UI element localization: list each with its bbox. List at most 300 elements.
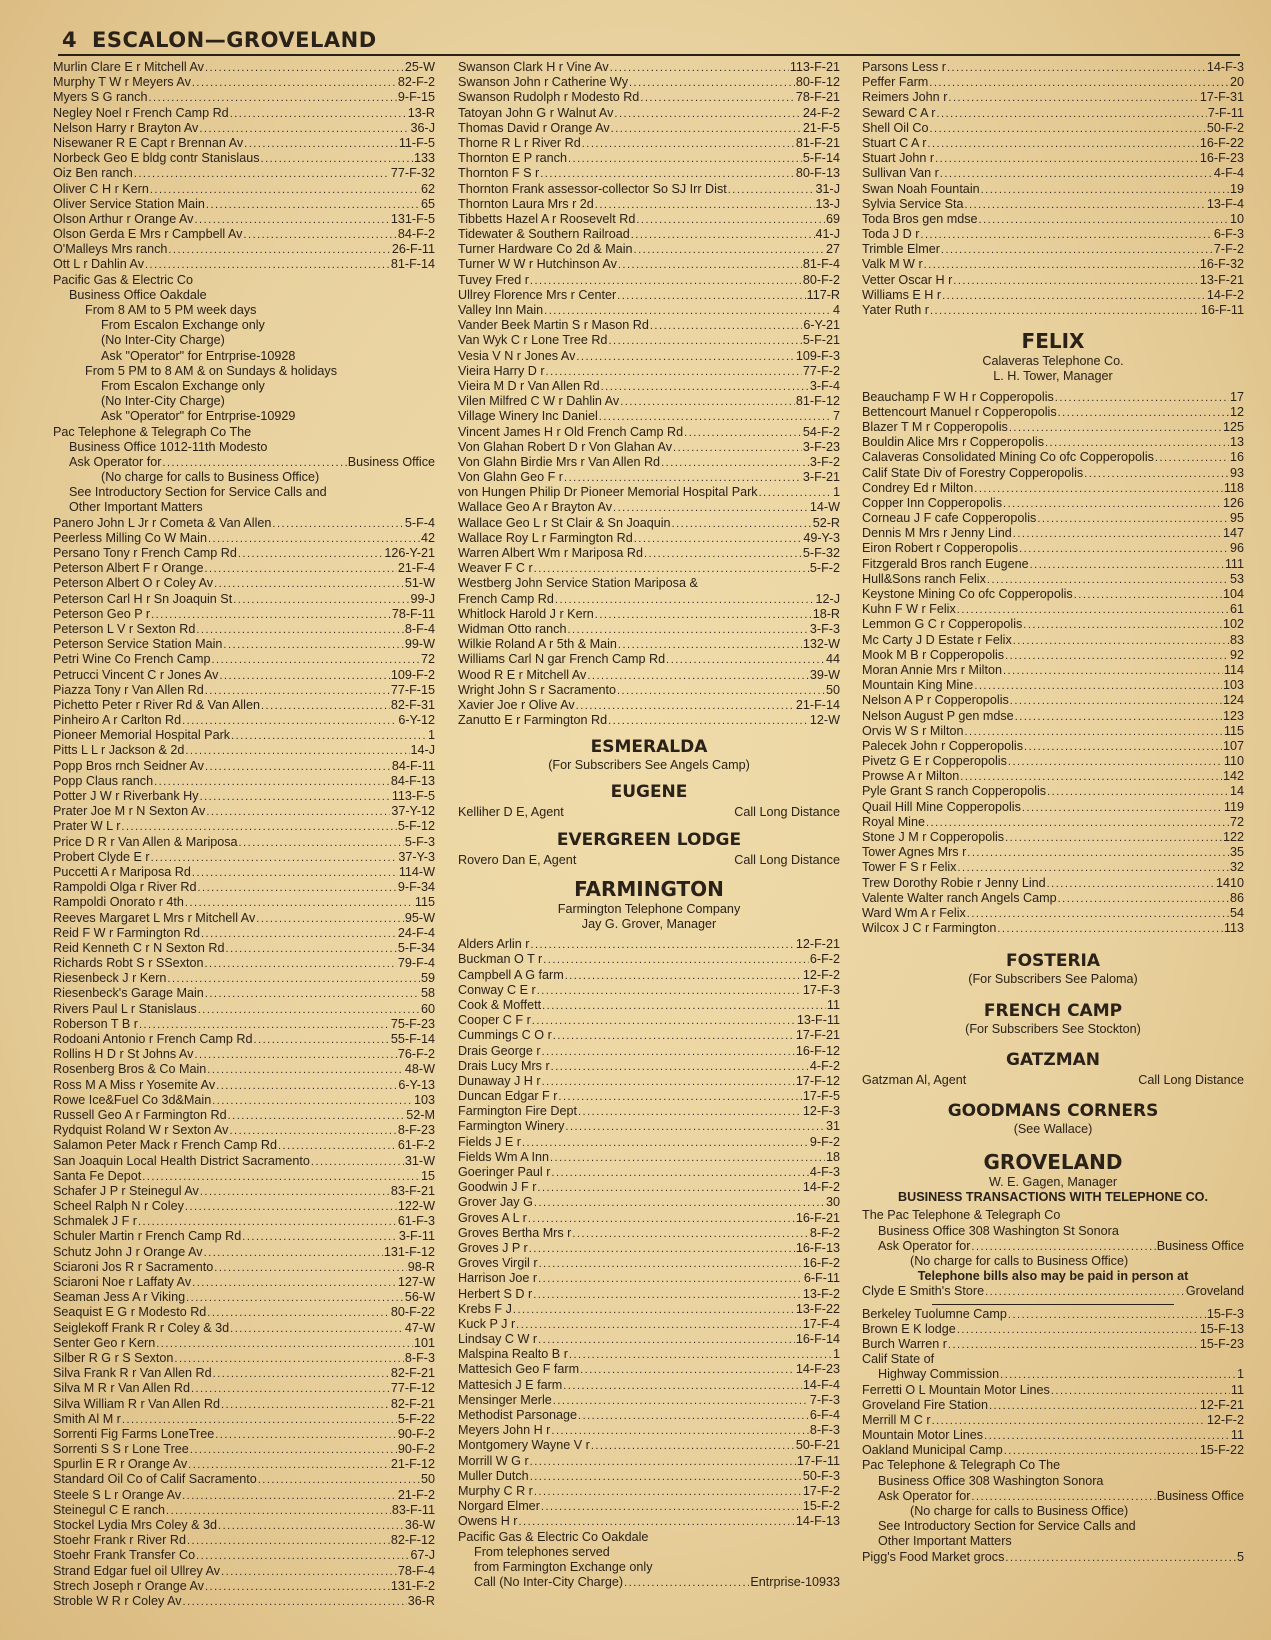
- listing-name: Lemmon G C r Copperopolis: [862, 617, 1023, 632]
- leader-dots: [558, 1090, 802, 1104]
- listing-row: [458, 273, 840, 288]
- listing-row: [458, 151, 840, 166]
- listing-row: [458, 318, 840, 333]
- listing-number: 82-F-12: [390, 1533, 435, 1548]
- listing-row: [862, 557, 1244, 572]
- listing-name: Peterson L V r Sexton Rd: [53, 621, 196, 636]
- listing-row: [458, 242, 840, 257]
- listing-row: [53, 895, 435, 910]
- leader-dots: [537, 984, 802, 998]
- listing-name: Stoehr Frank Transfer Co: [53, 1548, 196, 1563]
- listing-row: [458, 1362, 840, 1377]
- listing-row: [458, 592, 840, 607]
- listing-row: [53, 166, 435, 181]
- listing-row: [458, 485, 840, 500]
- leader-dots: [948, 91, 1199, 105]
- listing-row: [458, 1378, 840, 1393]
- leader-dots: [614, 107, 802, 121]
- listing-row: [458, 1241, 840, 1256]
- listing-number: 14-F-2: [802, 1180, 840, 1195]
- listing-name: Murlin Clare E r Mitchell Av: [53, 60, 204, 74]
- leader-dots: [1008, 1308, 1206, 1322]
- listing-name: Vander Beek Martin S r Mason Rd: [458, 318, 649, 333]
- listing-name: Orvis W S r Milton: [862, 723, 964, 738]
- listing-name: Prowse A r Milton: [862, 769, 960, 784]
- listing-row: [53, 273, 435, 288]
- listing-name: Alders Arlin r: [458, 937, 530, 952]
- listing-name: Myers S G ranch: [53, 90, 148, 105]
- leader-dots: [544, 304, 832, 318]
- listing-number: 1: [832, 1347, 840, 1362]
- leader-dots: [186, 1291, 404, 1305]
- listing-row: [458, 90, 840, 105]
- leader-dots: [154, 775, 390, 789]
- listing-number: 17-F-21: [795, 1028, 840, 1043]
- leader-dots: [1155, 451, 1229, 465]
- leader-dots: [617, 289, 805, 303]
- listing-row: [458, 455, 840, 470]
- listing-name: Spurlin E R r Orange Av: [53, 1457, 188, 1472]
- section-note: (See Wallace): [1013, 1121, 1093, 1136]
- listing-row: [53, 60, 435, 75]
- leader-dots: [243, 228, 396, 242]
- listing-number: 95-W: [404, 910, 435, 925]
- leader-dots: [673, 441, 802, 455]
- listing-number: 8-F-2: [809, 1225, 840, 1240]
- listing-name: Peterson Albert O r Coley Av: [53, 576, 214, 591]
- listing-row: [862, 75, 1244, 90]
- listing-row: [53, 850, 435, 865]
- listing-name: Groveland Fire Station: [862, 1397, 988, 1412]
- listing-name: Seaquist E G r Modesto Rd: [53, 1305, 207, 1320]
- listing-number: 95: [1229, 511, 1244, 526]
- listing-name: From 5 PM to 8 AM & on Sundays & holidays: [85, 363, 337, 378]
- leader-dots: [920, 228, 1213, 242]
- leader-dots: [230, 107, 407, 121]
- listing-row: [458, 683, 840, 698]
- listing-number: 24-F-4: [397, 925, 435, 940]
- listing-number: 102: [1222, 617, 1244, 632]
- listing-name: Cummings C O r: [458, 1028, 552, 1043]
- listing-name: Pichetto Peter r River Rd & Van Allen: [53, 697, 260, 712]
- leader-dots: [196, 1549, 409, 1563]
- listing-number: 37-Y-3: [398, 849, 435, 864]
- listing-row: [53, 789, 435, 804]
- listing-name: Muller Dutch: [458, 1468, 529, 1483]
- listing-number: 17-F-11: [796, 1453, 840, 1468]
- leader-dots: [537, 1181, 802, 1195]
- listing-row: [53, 1548, 435, 1563]
- listing-number: 3-F-21: [802, 470, 840, 485]
- listing-name: Stuart C A r: [862, 135, 927, 150]
- listing-number: 36-J: [410, 120, 435, 135]
- leader-dots: [239, 836, 404, 850]
- leader-dots: [196, 623, 404, 637]
- listing-name: Merrill M C r: [862, 1412, 931, 1427]
- listing-number: 7-F-3: [809, 1392, 840, 1407]
- listing-row: [53, 759, 435, 774]
- listing-row: [862, 663, 1244, 678]
- listing-row: [458, 394, 840, 409]
- listing-name: Silva William R r Van Allen Rd: [53, 1396, 221, 1411]
- listing-row: [458, 1211, 840, 1226]
- listing-number: 13: [1229, 435, 1244, 450]
- section-heading-farmington: FARMINGTON: [574, 876, 724, 901]
- section-heading-goodmans-corners: GOODMANS CORNERS: [947, 1100, 1159, 1121]
- listing-row: [458, 1089, 840, 1104]
- listing-row: [53, 911, 435, 926]
- listing-number: 7: [832, 409, 840, 424]
- listing-number: 3-F-11: [398, 1229, 435, 1244]
- listing-number: 31-W: [404, 1153, 435, 1168]
- listing-number: 80-F-12: [795, 75, 840, 90]
- listing-name: Lindsay C W r: [458, 1332, 538, 1347]
- leader-dots: [216, 1079, 397, 1093]
- listing-row: [458, 409, 840, 424]
- listing-name: Hull&Sons ranch Felix: [862, 571, 986, 586]
- listing-number: 53: [1229, 571, 1244, 586]
- listing-name: Burch Warren r: [862, 1336, 947, 1351]
- leader-dots: [957, 861, 1229, 875]
- listing-number: 7-F-2: [1213, 242, 1244, 257]
- listing-name: Grover Jay G: [458, 1195, 533, 1210]
- listing-row: [458, 1438, 840, 1453]
- leader-dots: [650, 319, 802, 333]
- leader-dots: [261, 699, 390, 713]
- listing-name: Bouldin Alice Mrs r Copperopolis: [862, 435, 1044, 450]
- listing-row: [862, 435, 1244, 450]
- listing-row: [458, 983, 840, 998]
- leader-dots: [256, 912, 404, 926]
- section-heading-gatzman: GATZMAN: [1005, 1049, 1100, 1070]
- listing-name: See Introductory Section for Service Calls and: [878, 1519, 1136, 1534]
- listing-number: 103: [1222, 678, 1244, 693]
- leader-dots: [930, 122, 1206, 136]
- leader-dots: [1023, 618, 1222, 632]
- listing-row: [862, 405, 1244, 420]
- listing-row: [53, 288, 435, 303]
- listing-number: 131-F-2: [390, 1578, 435, 1593]
- listing-name: Tower F S r Felix: [862, 860, 957, 875]
- listing-row: [458, 1104, 840, 1119]
- listing-name: Tidewater & Southern Railroad: [458, 227, 630, 242]
- leader-dots: [542, 1045, 795, 1059]
- listing-row: [862, 1352, 1244, 1367]
- leader-dots: [618, 638, 802, 652]
- listing-row: [53, 394, 435, 409]
- listing-name: Von Glahn Geo F r: [458, 470, 564, 485]
- leader-dots: [624, 1576, 749, 1590]
- listing-name: Williams E H r: [862, 287, 942, 302]
- leader-dots: [550, 1151, 825, 1165]
- listing-number: 17-F-3: [802, 982, 840, 997]
- leader-dots: [190, 1443, 397, 1457]
- listing-number: 36-R: [407, 1593, 435, 1608]
- leader-dots: [200, 1185, 390, 1199]
- listing-name: Valley Inn Main: [458, 303, 544, 317]
- listing-row: [458, 1256, 840, 1271]
- listing-row: [862, 182, 1244, 197]
- listing-row: [862, 212, 1244, 227]
- listing-row: [862, 227, 1244, 242]
- leader-dots: [1005, 1551, 1236, 1565]
- listing-row: [862, 617, 1244, 632]
- listing-number: 103: [413, 1092, 435, 1107]
- leader-dots: [1013, 634, 1229, 648]
- listing-name: Business Office 308 Washington Sonora: [878, 1473, 1104, 1488]
- leader-dots: [215, 1428, 397, 1442]
- leader-dots: [629, 76, 795, 90]
- listing-name: Thornton Frank assessor-collector So SJ Irr Dist: [458, 181, 727, 196]
- leader-dots: [1058, 406, 1229, 420]
- listing-name: Highway Commission: [878, 1367, 1000, 1382]
- call-instruction: Call Long Distance: [734, 852, 840, 867]
- listing-row: [458, 1514, 840, 1529]
- listing-row: [458, 166, 840, 181]
- leader-dots: [518, 1515, 794, 1529]
- listing-name: Eiron Robert r Copperopolis: [862, 541, 1019, 556]
- listing-row: [53, 1184, 435, 1199]
- agent-name: Rovero Dan E, Agent: [458, 852, 577, 867]
- leader-dots: [578, 1105, 802, 1119]
- listing-name: Duncan Edgar F r: [458, 1089, 558, 1104]
- leader-dots: [937, 107, 1207, 121]
- listing-name: Piazza Tony r Van Allen Rd: [53, 682, 204, 697]
- leader-dots: [138, 1215, 397, 1229]
- listing-number: 13-F-11: [796, 1013, 840, 1028]
- listing-name: Mountain King Mine: [862, 678, 974, 693]
- leader-dots: [191, 1382, 390, 1396]
- listing-row: [458, 1287, 840, 1302]
- listing-row: [458, 425, 840, 440]
- listing-number: 8-F-3: [404, 1350, 435, 1365]
- listing-row: [458, 516, 840, 531]
- listing-row: [862, 1428, 1244, 1443]
- listing-number: 52-R: [812, 515, 840, 530]
- listing-number: 79-F-4: [397, 956, 435, 971]
- leader-dots: [1045, 436, 1229, 450]
- leader-dots: [974, 679, 1222, 693]
- listing-number: 9-F-2: [809, 1134, 840, 1149]
- leader-dots: [183, 1595, 407, 1609]
- leader-dots: [205, 760, 391, 774]
- listing-name: Pitts L L r Jackson & 2d: [53, 743, 185, 758]
- listing-name: Panero John L Jr r Cometa & Van Allen: [53, 515, 272, 530]
- listing-name: Cooper C F r: [458, 1013, 531, 1028]
- leader-dots: [148, 91, 396, 105]
- listing-name: Herbert S D r: [458, 1286, 533, 1301]
- listing-row: [458, 1317, 840, 1332]
- listing-number: 16-F-32: [1199, 257, 1244, 272]
- leader-dots: [960, 770, 1222, 784]
- listing-name: Ask Operator for: [878, 1238, 971, 1253]
- agent-line: [862, 1073, 1244, 1088]
- listing-number: 61: [1229, 602, 1244, 617]
- leader-dots: [985, 1285, 1185, 1299]
- listing-name: Von Glahn Birdie Mrs r Van Allen Rd: [458, 454, 661, 469]
- listing-name: Steinegul C E ranch: [53, 1502, 166, 1517]
- section-heading-esmeralda: ESMERALDA: [590, 737, 708, 758]
- listing-name: Persano Tony r French Camp Rd: [53, 546, 237, 560]
- listing-name: Kuck P J r: [458, 1316, 516, 1331]
- listing-row: [862, 511, 1244, 526]
- listing-number: 13-F-21: [1199, 272, 1244, 287]
- bills-location: [862, 1284, 1244, 1299]
- leader-dots: [935, 152, 1199, 166]
- listing-number: 16-F-12: [795, 1043, 840, 1058]
- listing-number: 17: [1229, 389, 1244, 404]
- listing-name: Wilkie Roland A r 5th & Main: [458, 637, 617, 652]
- listing-name: Mattesich J E farm: [458, 1377, 563, 1392]
- listing-number: 124: [1222, 693, 1244, 708]
- listing-number: 75-F-23: [390, 1016, 435, 1031]
- listing-number: 6-F-4: [809, 1408, 840, 1422]
- listing-name: Vieira M D r Van Allen Rd: [458, 378, 600, 393]
- listing-name: Norbeck Geo E bldg contr Stanislaus: [53, 151, 260, 166]
- listing-name: Schmalek J F r: [53, 1214, 137, 1229]
- listing-number: 3-F-4: [809, 378, 840, 393]
- listing-name: Business Office 308 Washington St Sonora: [878, 1223, 1119, 1238]
- listing-name: Reeves Margaret L Mrs r Mitchell Av: [53, 910, 256, 925]
- listing-row: [862, 1489, 1244, 1504]
- listing-number: 50: [420, 1472, 435, 1487]
- listing-name: Toda Bros gen mdse: [862, 211, 978, 226]
- listing-number: 15-F-2: [802, 1499, 840, 1514]
- leader-dots: [576, 699, 795, 713]
- leader-dots: [611, 122, 802, 136]
- listing-name: Vesia V N r Jones Av: [458, 348, 576, 363]
- leader-dots: [205, 684, 390, 698]
- listing-row: [53, 151, 435, 166]
- leader-dots: [542, 999, 826, 1013]
- listing-name: Tuvey Fred r: [458, 272, 529, 287]
- listing-number: 6-F-2: [809, 952, 840, 967]
- listing-number: 35: [1229, 845, 1244, 860]
- listing-number: 18: [825, 1149, 840, 1164]
- leader-dots: [964, 725, 1222, 739]
- leader-dots: [539, 1257, 802, 1271]
- listing-name: Swan Noah Fountain: [862, 181, 980, 196]
- listing-number: 76-F-2: [397, 1047, 435, 1062]
- agent-name: Kelliher D E, Agent: [458, 805, 564, 820]
- listing-row: [862, 587, 1244, 602]
- listing-number: 16-F-22: [1199, 135, 1244, 150]
- listing-row: [862, 541, 1244, 556]
- listing-row: [458, 952, 840, 967]
- listing-name: Petrucci Vincent C r Jones Av: [53, 667, 219, 682]
- listing-row: [53, 1260, 435, 1275]
- listing-row: [53, 592, 435, 607]
- leader-dots: [728, 183, 815, 197]
- listing-number: 8-F-3: [809, 1423, 840, 1438]
- column-1: [53, 60, 435, 1609]
- listing-name: Reid F W r Farmington Rd: [53, 925, 200, 940]
- listing-row: [53, 880, 435, 895]
- business-transactions-heading: BUSINESS TRANSACTIONS WITH TELEPHONE CO.: [898, 1190, 1208, 1205]
- listing-row: [458, 500, 840, 515]
- listing-row: [53, 349, 435, 364]
- listing-number: 13-F-4: [1206, 196, 1244, 211]
- listing-name: Pioneer Memorial Hospital Park: [53, 728, 231, 743]
- listing-row: [862, 242, 1244, 257]
- leader-dots: [185, 1200, 397, 1214]
- listing-row: [458, 197, 840, 212]
- listing-name: Nelson A P r Copperopolis: [862, 693, 1009, 708]
- listing-number: 3-F-3: [809, 621, 840, 636]
- listing-number: 6-F-3: [1213, 227, 1244, 242]
- listing-number: 15-F-13: [1199, 1321, 1244, 1336]
- listing-number: 12-F-2: [802, 967, 840, 982]
- listing-row: [53, 1488, 435, 1503]
- listing-row: [53, 1579, 435, 1594]
- listing-number: 39-W: [809, 667, 840, 682]
- leader-dots: [192, 76, 397, 90]
- leader-dots: [530, 1470, 802, 1484]
- listing-number: 81-F-21: [795, 135, 840, 150]
- listing-number: 51-W: [404, 576, 435, 591]
- listing-number: 3-F-23: [802, 439, 840, 454]
- listing-name: Other Important Matters: [69, 500, 203, 515]
- leader-dots: [254, 1033, 390, 1047]
- leader-dots: [200, 790, 391, 804]
- listing-number: 42: [420, 530, 435, 545]
- listing-name: Montgomery Wayne V r: [458, 1438, 590, 1453]
- leader-dots: [513, 1303, 795, 1317]
- listing-name: Moran Annie Mrs r Milton: [862, 662, 1002, 677]
- listing-number: 59: [420, 971, 435, 986]
- listing-row: [458, 257, 840, 272]
- listing-group: [862, 1307, 1244, 1565]
- leader-dots: [538, 1333, 795, 1347]
- listing-row: [862, 1307, 1244, 1322]
- leader-dots: [528, 1212, 795, 1226]
- listing-number: 55-F-14: [390, 1032, 435, 1046]
- listing-name: Scheel Ralph N r Coley: [53, 1199, 184, 1214]
- listing-row: [53, 1336, 435, 1351]
- listing-name: Malspina Realto B r: [458, 1347, 568, 1362]
- listing-name: Olson Arthur r Orange Av: [53, 211, 194, 226]
- listing-row: [53, 1594, 435, 1609]
- listing-row: [458, 1028, 840, 1043]
- listing-name: Probert Clyde E r: [53, 849, 150, 864]
- listing-name: Bettencourt Manuel r Copperopolis: [862, 404, 1057, 419]
- listing-row: [862, 1322, 1244, 1337]
- listing-row: [53, 379, 435, 394]
- listing-row: [53, 1138, 435, 1153]
- listing-number: 20: [1229, 75, 1244, 90]
- listing-row: [862, 1239, 1244, 1254]
- listing-row: [53, 1047, 435, 1062]
- listing-row: [458, 333, 840, 348]
- listing-name: Prater W L r: [53, 819, 121, 834]
- listing-group: [862, 60, 1244, 318]
- listing-number: 44: [825, 652, 840, 667]
- leader-dots: [971, 1490, 1155, 1504]
- listing-number: 7-F-11: [1207, 105, 1244, 120]
- listing-row: [862, 1504, 1244, 1519]
- listing-number: 5-F-2: [809, 561, 840, 576]
- listing-name: Owens H r: [458, 1514, 518, 1529]
- listing-name: Rollins H D r St Johns Av: [53, 1047, 194, 1062]
- listing-number: 10: [1229, 211, 1244, 226]
- listing-number: 90-F-2: [397, 1426, 435, 1441]
- leader-dots: [634, 243, 825, 257]
- listing-name: Pacific Gas & Electric Co: [53, 272, 193, 287]
- listing-name: Ask Operator for: [878, 1488, 971, 1503]
- listing-number: 82-F-2: [397, 75, 435, 90]
- listing-name: Santa Fe Depot: [53, 1168, 142, 1183]
- leader-dots: [553, 1029, 795, 1043]
